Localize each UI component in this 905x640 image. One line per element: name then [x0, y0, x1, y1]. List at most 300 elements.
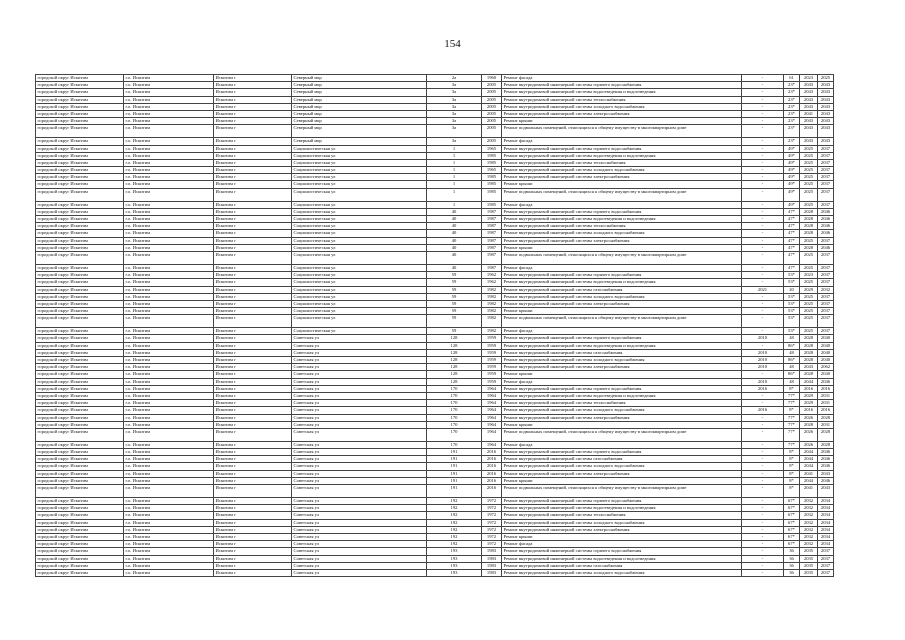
cell-last-repair-year: -	[742, 208, 784, 215]
cell-municipality: городской округ Искитим	[36, 569, 124, 576]
cell-wear-percent: 67*	[784, 512, 800, 519]
cell-work-type: Ремонт внутридомовой инженерной системы горячего водоснабжения	[502, 208, 742, 215]
cell-last-repair-year: 2016	[742, 407, 784, 414]
table-row	[36, 364, 834, 371]
cell-year: 1959	[482, 349, 502, 356]
cell-settlement: г.о. Искитим	[124, 174, 214, 181]
cell-municipality: городской округ Искитим	[36, 230, 124, 237]
cell-municipality: городской округ Искитим	[36, 414, 124, 421]
cell-locality: Искитим г	[214, 385, 292, 392]
cell-year: 1972	[482, 512, 502, 519]
cell-year: 2005	[482, 96, 502, 103]
cell-house: 192	[427, 533, 482, 540]
cell-wear-percent: 8*	[784, 456, 800, 463]
cell-plan-end-year: 2037	[818, 272, 834, 279]
table-row	[36, 223, 834, 230]
cell-wear-percent: 49*	[784, 201, 800, 208]
cell-plan-start-year: 2032	[800, 526, 818, 533]
cell-work-type: Ремонт крыши	[502, 244, 742, 251]
cell-plan-start-year: 2025	[800, 159, 818, 166]
cell-plan-end-year: 2034	[818, 498, 834, 505]
cell-last-repair-year: -	[742, 456, 784, 463]
table-row	[36, 230, 834, 237]
cell-street: Социалистическая ул	[292, 272, 427, 279]
cell-year: 2016	[482, 456, 502, 463]
cell-year: 1972	[482, 519, 502, 526]
cell-year: 2016	[482, 449, 502, 456]
table-row	[36, 174, 834, 181]
table-row	[36, 75, 834, 82]
cell-settlement: г.о. Искитим	[124, 159, 214, 166]
cell-municipality: городской округ Искитим	[36, 505, 124, 512]
cell-year: 2016	[482, 477, 502, 484]
cell-plan-start-year: 2028	[800, 244, 818, 251]
cell-plan-end-year: 2016	[818, 385, 834, 392]
cell-street: Социалистическая ул	[292, 328, 427, 335]
cell-municipality: городской округ Искитим	[36, 103, 124, 110]
cell-year: 1985	[482, 152, 502, 159]
cell-work-type: Ремонт внутридомовой инженерной системы газоснабжения	[502, 456, 742, 463]
cell-last-repair-year: 2010	[742, 357, 784, 364]
cell-municipality: городской округ Искитим	[36, 555, 124, 562]
cell-plan-start-year: 2026	[800, 441, 818, 448]
cell-wear-percent: 47*	[784, 244, 800, 251]
cell-municipality: городской округ Искитим	[36, 159, 124, 166]
cell-street: Социалистическая ул	[292, 315, 427, 328]
cell-year: 1982	[482, 328, 502, 335]
cell-street: Советская ул	[292, 449, 427, 456]
cell-settlement: г.о. Искитим	[124, 264, 214, 271]
cell-house: 3а	[427, 82, 482, 89]
cell-locality: Искитим г	[214, 89, 292, 96]
cell-wear-percent: 77*	[784, 392, 800, 399]
cell-street: Советская ул	[292, 385, 427, 392]
cell-work-type: Ремонт внутридомовой инженерной системы холодного водоснабжения	[502, 519, 742, 526]
cell-street: Советская ул	[292, 477, 427, 484]
cell-street: Социалистическая ул	[292, 188, 427, 201]
table-row	[36, 138, 834, 145]
cell-house: 1	[427, 174, 482, 181]
cell-street: Советская ул	[292, 378, 427, 385]
cell-year: 1972	[482, 498, 502, 505]
cell-locality: Искитим г	[214, 118, 292, 125]
cell-plan-end-year: 2046	[818, 216, 834, 223]
table-row	[36, 244, 834, 251]
cell-street: Социалистическая ул	[292, 223, 427, 230]
cell-year: 1972	[482, 541, 502, 548]
cell-year: 1965	[482, 167, 502, 174]
cell-last-repair-year: -	[742, 223, 784, 230]
cell-house: 59	[427, 272, 482, 279]
cell-plan-start-year: 2028	[800, 342, 818, 349]
table-row	[36, 208, 834, 215]
cell-last-repair-year: -	[742, 110, 784, 117]
cell-locality: Искитим г	[214, 286, 292, 293]
cell-plan-end-year: 2037	[818, 328, 834, 335]
table-row	[36, 159, 834, 166]
cell-year: 2005	[482, 125, 502, 138]
cell-locality: Искитим г	[214, 125, 292, 138]
cell-last-repair-year: -	[742, 485, 784, 498]
cell-wear-percent: 49*	[784, 181, 800, 188]
cell-plan-end-year: 2046	[818, 449, 834, 456]
cell-wear-percent: 53*	[784, 328, 800, 335]
cell-street: Северный мкр	[292, 110, 427, 117]
cell-plan-end-year: 2046	[818, 230, 834, 237]
cell-year: 1987	[482, 264, 502, 271]
cell-plan-end-year: 2046	[818, 244, 834, 251]
table-row	[36, 96, 834, 103]
cell-plan-start-year: 2043	[800, 138, 818, 145]
cell-year: 1972	[482, 533, 502, 540]
cell-plan-end-year: 2037	[818, 562, 834, 569]
cell-settlement: г.о. Искитим	[124, 441, 214, 448]
cell-last-repair-year: -	[742, 569, 784, 576]
cell-street: Советская ул	[292, 400, 427, 407]
cell-work-type: Ремонт крыши	[502, 533, 742, 540]
cell-last-repair-year: -	[742, 300, 784, 307]
cell-plan-start-year: 2025	[800, 293, 818, 300]
cell-house: 3а	[427, 103, 482, 110]
cell-locality: Искитим г	[214, 441, 292, 448]
cell-street: Советская ул	[292, 555, 427, 562]
cell-plan-start-year: 2041	[800, 470, 818, 477]
cell-settlement: г.о. Искитим	[124, 463, 214, 470]
cell-street: Советская ул	[292, 342, 427, 349]
table-row	[36, 82, 834, 89]
cell-locality: Искитим г	[214, 181, 292, 188]
cell-street: Социалистическая ул	[292, 237, 427, 244]
cell-last-repair-year: -	[742, 463, 784, 470]
cell-work-type: Ремонт внутридомовой инженерной системы горячего водоснабжения	[502, 272, 742, 279]
table-row	[36, 470, 834, 477]
table-row	[36, 181, 834, 188]
cell-settlement: г.о. Искитим	[124, 145, 214, 152]
cell-locality: Искитим г	[214, 407, 292, 414]
cell-street: Советская ул	[292, 357, 427, 364]
cell-year: 1959	[482, 335, 502, 342]
cell-locality: Искитим г	[214, 562, 292, 569]
cell-street: Советская ул	[292, 526, 427, 533]
table-row	[36, 441, 834, 448]
cell-work-type: Ремонт внутридомовой инженерной системы электроснабжения	[502, 300, 742, 307]
cell-wear-percent: 47*	[784, 264, 800, 271]
cell-plan-end-year: 2025	[818, 75, 834, 82]
cell-municipality: городской округ Искитим	[36, 89, 124, 96]
cell-year: 2016	[482, 463, 502, 470]
cell-plan-end-year: 2046	[818, 208, 834, 215]
cell-wear-percent: 23*	[784, 118, 800, 125]
cell-house: 59	[427, 308, 482, 315]
cell-municipality: городской округ Искитим	[36, 264, 124, 271]
cell-wear-percent: 36	[784, 555, 800, 562]
cell-year: 1964	[482, 421, 502, 428]
cell-locality: Искитим г	[214, 272, 292, 279]
cell-municipality: городской округ Искитим	[36, 174, 124, 181]
cell-municipality: городской округ Искитим	[36, 272, 124, 279]
cell-year: 1972	[482, 526, 502, 533]
cell-house: 170	[427, 400, 482, 407]
cell-work-type: Ремонт крыши	[502, 371, 742, 378]
cell-work-type: Ремонт внутридомовой инженерной системы холодного водоснабжения	[502, 103, 742, 110]
table-row	[36, 118, 834, 125]
cell-street: Советская ул	[292, 562, 427, 569]
cell-last-repair-year: -	[742, 400, 784, 407]
cell-street: Северный мкр	[292, 96, 427, 103]
cell-plan-start-year: 2025	[800, 308, 818, 315]
cell-house: 192	[427, 519, 482, 526]
cell-settlement: г.о. Искитим	[124, 152, 214, 159]
table-row	[36, 541, 834, 548]
cell-plan-end-year: 2046	[818, 463, 834, 470]
cell-locality: Искитим г	[214, 342, 292, 349]
cell-plan-start-year: 2025	[800, 237, 818, 244]
cell-house: 191	[427, 456, 482, 463]
cell-settlement: г.о. Искитим	[124, 89, 214, 96]
cell-year: 1987	[482, 237, 502, 244]
cell-plan-start-year: 2023	[800, 75, 818, 82]
cell-municipality: городской округ Искитим	[36, 82, 124, 89]
cell-settlement: г.о. Искитим	[124, 349, 214, 356]
cell-work-type: Ремонт внутридомовой инженерной системы газоснабжения	[502, 286, 742, 293]
cell-municipality: городской округ Искитим	[36, 441, 124, 448]
cell-settlement: г.о. Искитим	[124, 279, 214, 286]
cell-house: 40	[427, 251, 482, 264]
cell-wear-percent: 20	[784, 286, 800, 293]
cell-wear-percent: 48	[784, 378, 800, 385]
cell-plan-end-year: 2046	[818, 223, 834, 230]
cell-last-repair-year: -	[742, 103, 784, 110]
cell-street: Социалистическая ул	[292, 244, 427, 251]
cell-locality: Искитим г	[214, 512, 292, 519]
cell-locality: Искитим г	[214, 152, 292, 159]
table-row	[36, 555, 834, 562]
cell-plan-end-year: 2037	[818, 251, 834, 264]
cell-plan-start-year: 2028	[800, 335, 818, 342]
cell-last-repair-year: 2010	[742, 335, 784, 342]
table-row	[36, 349, 834, 356]
cell-plan-start-year: 2026	[800, 414, 818, 421]
cell-municipality: городской округ Искитим	[36, 449, 124, 456]
cell-plan-end-year: 2037	[818, 555, 834, 562]
cell-settlement: г.о. Искитим	[124, 138, 214, 145]
cell-locality: Искитим г	[214, 103, 292, 110]
cell-municipality: городской округ Искитим	[36, 335, 124, 342]
cell-wear-percent: 77*	[784, 421, 800, 428]
cell-year: 1959	[482, 364, 502, 371]
cell-house: 191	[427, 470, 482, 477]
cell-settlement: г.о. Искитим	[124, 371, 214, 378]
cell-last-repair-year: -	[742, 512, 784, 519]
cell-last-repair-year: 2021	[742, 286, 784, 293]
cell-last-repair-year: -	[742, 216, 784, 223]
table-row	[36, 279, 834, 286]
cell-plan-start-year: 2016	[800, 385, 818, 392]
cell-work-type: Ремонт подвальных помещений, относящихся к общему имуществу в многоквартирном доме	[502, 188, 742, 201]
cell-work-type: Ремонт внутридомовой инженерной системы водоотведения и водоотведения	[502, 555, 742, 562]
cell-wear-percent: 36	[784, 548, 800, 555]
cell-year: 1964	[482, 428, 502, 441]
cell-last-repair-year: 2010	[742, 349, 784, 356]
cell-street: Социалистическая ул	[292, 286, 427, 293]
cell-work-type: Ремонт внутридомовой инженерной системы газоснабжения	[502, 349, 742, 356]
cell-last-repair-year: -	[742, 181, 784, 188]
cell-settlement: г.о. Искитим	[124, 75, 214, 82]
cell-wear-percent: 8*	[784, 385, 800, 392]
cell-municipality: городской округ Искитим	[36, 541, 124, 548]
cell-work-type: Ремонт внутридомовой инженерной системы горячего водоснабжения	[502, 385, 742, 392]
cell-plan-start-year: 2023	[800, 272, 818, 279]
cell-plan-start-year: 2029	[800, 392, 818, 399]
cell-municipality: городской округ Искитим	[36, 96, 124, 103]
cell-plan-end-year: 2046	[818, 456, 834, 463]
cell-wear-percent: 48	[784, 364, 800, 371]
cell-house: 170	[427, 428, 482, 441]
cell-municipality: городской округ Искитим	[36, 470, 124, 477]
cell-plan-end-year: 2034	[818, 526, 834, 533]
cell-year: 1987	[482, 230, 502, 237]
cell-plan-start-year: 2035	[800, 548, 818, 555]
cell-wear-percent: 67*	[784, 498, 800, 505]
capital-repair-register-table	[35, 74, 834, 577]
cell-house: 3а	[427, 110, 482, 117]
cell-year: 1964	[482, 400, 502, 407]
cell-work-type: Ремонт внутридомовой инженерной системы электроснабжения	[502, 110, 742, 117]
cell-house: 1	[427, 145, 482, 152]
cell-wear-percent: 8*	[784, 485, 800, 498]
cell-work-type: Ремонт внутридомовой инженерной системы водоотведения и водоотведения	[502, 89, 742, 96]
cell-locality: Искитим г	[214, 264, 292, 271]
cell-last-repair-year: -	[742, 441, 784, 448]
cell-municipality: городской округ Искитим	[36, 371, 124, 378]
cell-plan-start-year: 2044	[800, 378, 818, 385]
cell-year: 1985	[482, 201, 502, 208]
cell-settlement: г.о. Искитим	[124, 456, 214, 463]
table-row	[36, 498, 834, 505]
cell-settlement: г.о. Искитим	[124, 470, 214, 477]
cell-settlement: г.о. Искитим	[124, 505, 214, 512]
cell-house: 40	[427, 230, 482, 237]
table-row	[36, 392, 834, 399]
table-row	[36, 335, 834, 342]
table-row	[36, 286, 834, 293]
cell-plan-start-year: 2032	[800, 519, 818, 526]
cell-settlement: г.о. Искитим	[124, 103, 214, 110]
cell-plan-end-year: 2043	[818, 470, 834, 477]
cell-house: 191	[427, 463, 482, 470]
cell-last-repair-year: -	[742, 562, 784, 569]
cell-house: 170	[427, 414, 482, 421]
cell-plan-end-year: 2037	[818, 237, 834, 244]
table-row	[36, 512, 834, 519]
cell-street: Социалистическая ул	[292, 181, 427, 188]
cell-municipality: городской округ Искитим	[36, 293, 124, 300]
cell-street: Социалистическая ул	[292, 293, 427, 300]
cell-work-type: Ремонт внутридомовой инженерной системы водоотведения и водоотведения	[502, 392, 742, 399]
cell-plan-end-year: 2043	[818, 89, 834, 96]
cell-plan-end-year: 2034	[818, 512, 834, 519]
cell-wear-percent: 53*	[784, 315, 800, 328]
cell-municipality: городской округ Искитим	[36, 485, 124, 498]
cell-locality: Искитим г	[214, 533, 292, 540]
cell-plan-start-year: 2025	[800, 328, 818, 335]
cell-locality: Искитим г	[214, 449, 292, 456]
cell-municipality: городской округ Искитим	[36, 188, 124, 201]
cell-work-type: Ремонт крыши	[502, 181, 742, 188]
cell-wear-percent: 8*	[784, 470, 800, 477]
cell-house: 170	[427, 421, 482, 428]
cell-work-type: Ремонт внутридомовой инженерной системы электроснабжения	[502, 470, 742, 477]
cell-settlement: г.о. Искитим	[124, 300, 214, 307]
cell-house: 170	[427, 441, 482, 448]
cell-last-repair-year: -	[742, 477, 784, 484]
cell-house: 2а	[427, 75, 482, 82]
cell-last-repair-year: -	[742, 82, 784, 89]
cell-municipality: городской округ Искитим	[36, 392, 124, 399]
cell-last-repair-year: -	[742, 414, 784, 421]
cell-plan-end-year: 2043	[818, 138, 834, 145]
cell-house: 3а	[427, 138, 482, 145]
cell-settlement: г.о. Искитим	[124, 428, 214, 441]
cell-plan-start-year: 2025	[800, 188, 818, 201]
cell-house: 128	[427, 371, 482, 378]
cell-house: 128	[427, 335, 482, 342]
cell-settlement: г.о. Искитим	[124, 251, 214, 264]
cell-year: 1982	[482, 315, 502, 328]
cell-plan-start-year: 2028	[800, 357, 818, 364]
table-row	[36, 110, 834, 117]
cell-year: 1985	[482, 181, 502, 188]
cell-year: 2005	[482, 89, 502, 96]
cell-work-type: Ремонт внутридомовой инженерной системы горячего водоснабжения	[502, 548, 742, 555]
cell-wear-percent: 77*	[784, 441, 800, 448]
cell-settlement: г.о. Искитим	[124, 308, 214, 315]
cell-plan-end-year: 2034	[818, 505, 834, 512]
cell-last-repair-year: 2016	[742, 385, 784, 392]
cell-work-type: Ремонт внутридомовой инженерной системы электроснабжения	[502, 526, 742, 533]
table-row	[36, 188, 834, 201]
cell-settlement: г.о. Искитим	[124, 110, 214, 117]
cell-plan-end-year: 2037	[818, 264, 834, 271]
cell-wear-percent: 67*	[784, 533, 800, 540]
cell-municipality: городской округ Искитим	[36, 244, 124, 251]
cell-plan-end-year: 2037	[818, 315, 834, 328]
cell-wear-percent: 53*	[784, 279, 800, 286]
cell-settlement: г.о. Искитим	[124, 477, 214, 484]
cell-municipality: городской округ Искитим	[36, 456, 124, 463]
cell-work-type: Ремонт фасада	[502, 441, 742, 448]
cell-house: 191	[427, 485, 482, 498]
cell-municipality: городской округ Искитим	[36, 118, 124, 125]
cell-year: 2005	[482, 110, 502, 117]
cell-plan-start-year: 2025	[800, 152, 818, 159]
cell-plan-end-year: 2028	[818, 428, 834, 441]
cell-wear-percent: 23*	[784, 82, 800, 89]
cell-year: 1982	[482, 286, 502, 293]
cell-municipality: городской округ Искитим	[36, 519, 124, 526]
cell-settlement: г.о. Искитим	[124, 400, 214, 407]
cell-plan-end-year: 2043	[818, 125, 834, 138]
cell-work-type: Ремонт внутридомовой инженерной системы теплоснабжения	[502, 159, 742, 166]
cell-wear-percent: 49*	[784, 167, 800, 174]
cell-work-type: Ремонт крыши	[502, 477, 742, 484]
cell-settlement: г.о. Искитим	[124, 519, 214, 526]
cell-year: 1959	[482, 342, 502, 349]
cell-last-repair-year: -	[742, 138, 784, 145]
cell-street: Социалистическая ул	[292, 230, 427, 237]
cell-settlement: г.о. Искитим	[124, 237, 214, 244]
cell-house: 40	[427, 237, 482, 244]
